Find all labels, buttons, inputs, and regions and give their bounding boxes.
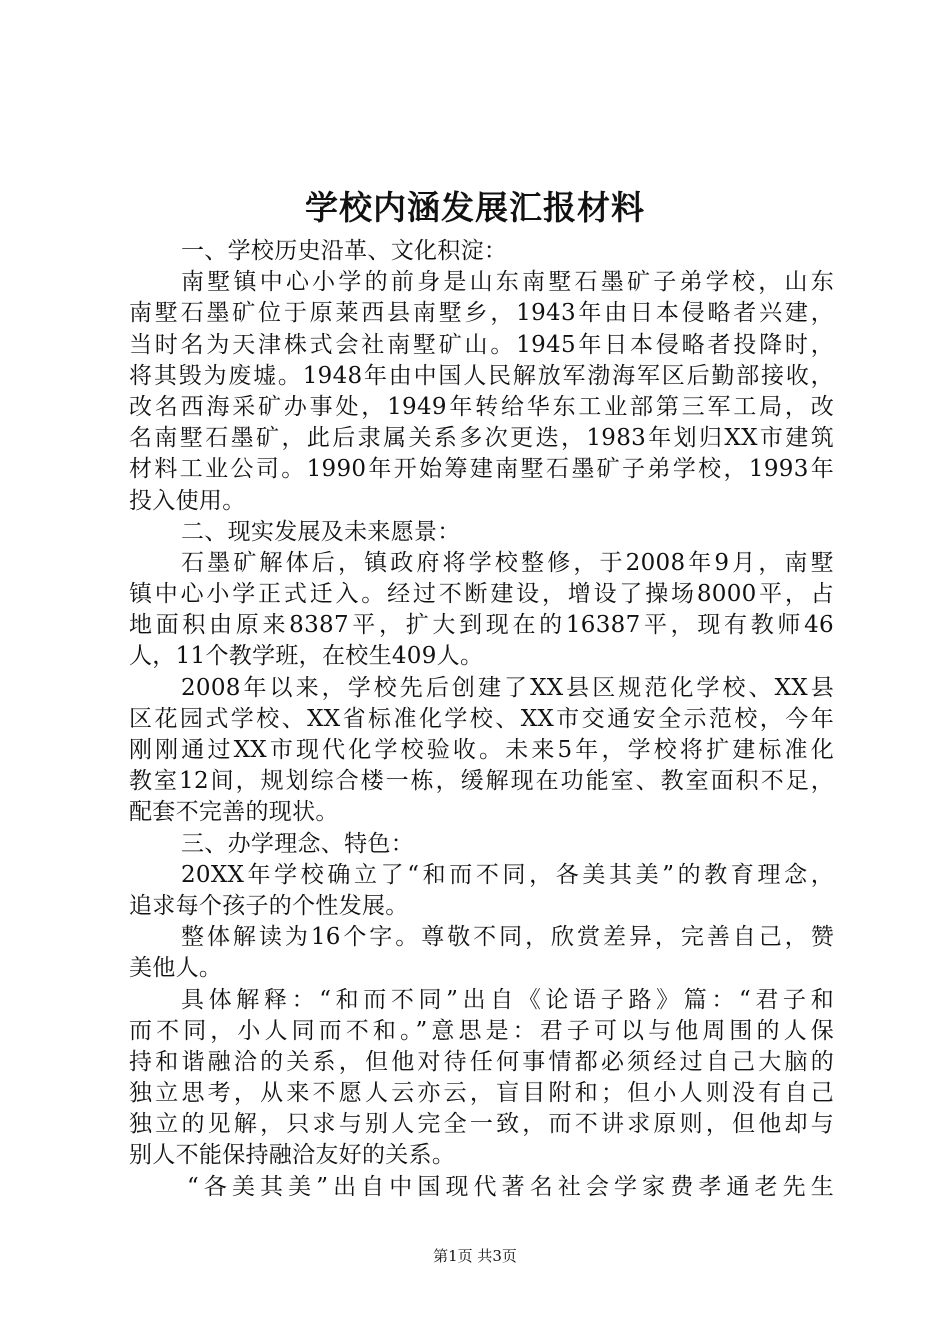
paragraph-line: 将其毁为废墟。1948年由中国人民解放军渤海军区后勤部接收，	[129, 362, 834, 389]
paragraph-line: 地面积由原来8387平，扩大到现在的16387平，现有教师46	[129, 612, 834, 639]
paragraph-line: “各美其美”出自中国现代著名社会学家费孝通老先生	[187, 1173, 834, 1200]
document-title: 学校内涵发展汇报材料	[305, 188, 645, 227]
paragraph-line: 改名西海采矿办事处，1949年转给华东工业部第三军工局，改	[129, 393, 834, 420]
paragraph-line: 独立的见解，只求与别人完全一致，而不讲求原则，但他却与	[129, 1111, 834, 1138]
paragraph-line: 追求每个孩子的个性发展。	[129, 892, 409, 919]
paragraph-line: 整体解读为16个字。尊敬不同，欣赏差异，完善自己，赞	[181, 924, 834, 951]
paragraph-line: 美他人。	[129, 955, 223, 982]
paragraph-line: 独立思考，从来不愿人云亦云，盲目附和；但小人则没有自己	[129, 1080, 834, 1107]
paragraph-line: 材料工业公司。1990年开始筹建南墅石墨矿子弟学校，1993年	[129, 456, 834, 483]
section-heading: 一、学校历史沿革、文化积淀：	[181, 238, 508, 264]
paragraph-line: 南墅镇中心小学的前身是山东南墅石墨矿子弟学校，山东	[181, 269, 834, 296]
paragraph-line: 20XX年学校确立了“和而不同，各美其美”的教育理念，	[181, 861, 834, 888]
paragraph-line: 投入使用。	[129, 487, 246, 514]
paragraph-line: 区花园式学校、XX省标准化学校、XX市交通安全示范校，今年	[129, 705, 834, 732]
paragraph-line: 镇中心小学正式迁入。经过不断建设，增设了操场8000平，占	[129, 581, 834, 608]
paragraph-line: 别人不能保持融洽友好的关系。	[129, 1142, 456, 1169]
paragraph-line: 石墨矿解体后，镇政府将学校整修，于2008年9月，南墅	[181, 549, 834, 576]
paragraph-line: 人，11个教学班，在校生409人。	[129, 643, 484, 670]
paragraph-line: 教室12间，规划综合楼一栋，缓解现在功能室、教室面积不足，	[129, 768, 834, 795]
paragraph-line: 当时名为天津株式会社南墅矿山。1945年日本侵略者投降时，	[129, 331, 834, 358]
paragraph-line: 2008年以来，学校先后创建了XX县区规范化学校、XX县	[181, 674, 834, 701]
page-number-footer: 第1页 共3页	[433, 1247, 517, 1265]
paragraph-line: 南墅石墨矿位于原莱西县南墅乡，1943年由日本侵略者兴建，	[129, 300, 834, 327]
paragraph-line: 持和谐融洽的关系，但他对待任何事情都必须经过自己大脑的	[129, 1048, 834, 1075]
paragraph-line: 刚刚通过XX市现代化学校验收。未来5年，学校将扩建标准化	[129, 737, 834, 763]
paragraph-line: 配套不完善的现状。	[129, 799, 339, 826]
document-body	[129, 236, 834, 1203]
section-heading: 三、办学理念、特色：	[181, 830, 414, 857]
section-heading: 二、现实发展及未来愿景：	[181, 518, 461, 545]
paragraph-line: 而不同，小人同而不和。”意思是：君子可以与他周围的人保	[129, 1017, 834, 1044]
paragraph-line: 具体解释：“和而不同”出自《论语子路》篇：“君子和	[181, 986, 834, 1013]
paragraph-line: 名南墅石墨矿，此后隶属关系多次更迭，1983年划归XX市建筑	[129, 425, 834, 452]
